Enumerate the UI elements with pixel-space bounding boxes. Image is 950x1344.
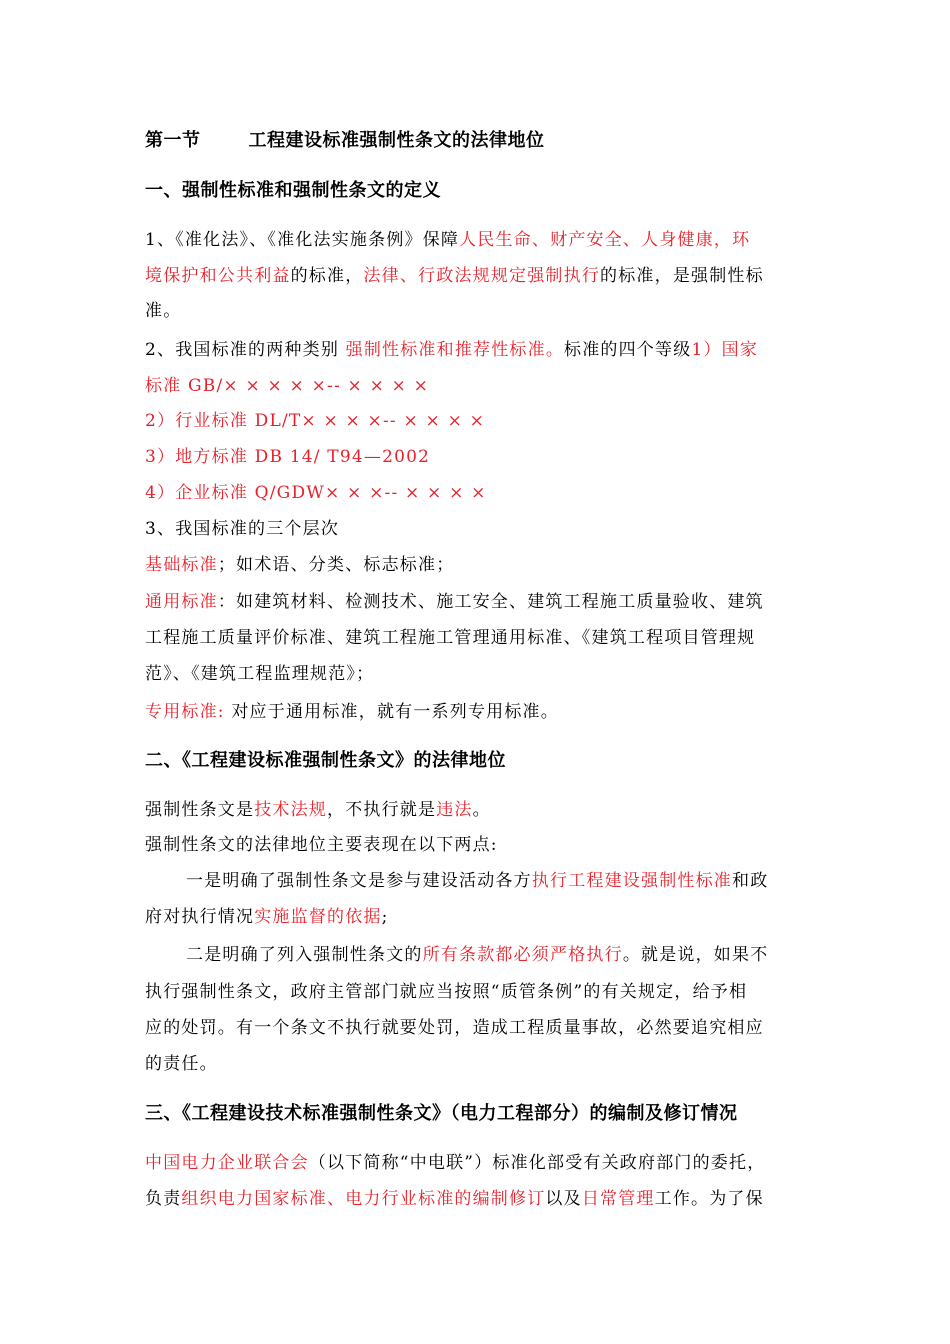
para-3: 3、我国标准的三个层次 — [145, 519, 340, 539]
heading-2: 二、《工程建设标准强制性条文》的法律地位 — [145, 750, 506, 771]
level-item: 4）企业标准 Q/GDW× × ×-- × × × × — [145, 483, 487, 503]
text: 和政 — [732, 871, 769, 891]
s2-point-2-line-3: 应的处罚。有一个条文不执行就要处罚，造成工程质量事故，必然要追究相应 — [145, 1018, 764, 1038]
general-standard-line-1 — [145, 587, 764, 612]
text: 的标准，是强制性标 — [600, 266, 764, 286]
text: 二是明确了列入强制性条文的 — [186, 945, 423, 965]
para-1-line-2 — [145, 261, 764, 286]
text: ，不执行就是 — [327, 800, 437, 820]
text: ；如术语、分类、标志标准； — [217, 555, 455, 575]
para-2-line-1 — [145, 335, 758, 360]
text: 府对执行情况 — [145, 907, 255, 927]
text: 标准的四个等级 — [564, 340, 692, 360]
highlight-text: 强制性标准和推荐性标准。 — [345, 340, 565, 360]
text: 。 — [472, 800, 491, 820]
highlight-text: 所有条款都必须严格执行 — [422, 945, 623, 965]
text: 负责 — [145, 1189, 182, 1209]
text: 以及 — [545, 1189, 582, 1209]
text: 强制性条文是 — [145, 800, 255, 820]
text: （以下简称“中电联”）标准化部受有关政府部门的委托， — [308, 1153, 766, 1173]
highlight-text: 境保护和公共利益 — [145, 266, 291, 286]
general-standard-line-2: 工程施工质量评价标准、建筑工程施工管理通用标准、《建筑工程项目管理规 — [145, 628, 756, 648]
highlight-text: 专用标准: — [145, 702, 225, 722]
text: ; — [381, 907, 389, 927]
highlight-text: 技术法规 — [254, 800, 328, 820]
para-1-line-1 — [145, 225, 750, 250]
s2-line-2: 强制性条文的法律地位主要表现在以下两点: — [145, 835, 498, 855]
highlight-text: 日常管理 — [581, 1189, 655, 1209]
s2-line-1 — [145, 795, 491, 820]
text: 的标准， — [290, 266, 364, 286]
text: 1、《准化法》、《准化法实施条例》保障 — [145, 230, 460, 250]
s3-line-2 — [145, 1184, 764, 1209]
s2-point-2-line-4: 的责任。 — [145, 1054, 218, 1074]
highlight-text: 人民生命、财产安全、人身健康，环 — [459, 230, 751, 250]
s2-point-2-line-1 — [186, 940, 768, 965]
highlight-text: 1）国家 — [691, 340, 759, 360]
s3-line-1 — [145, 1148, 765, 1173]
level-item: 2）行业标准 DL/T× × × ×-- × × × × — [145, 411, 486, 431]
base-standard — [145, 550, 454, 575]
highlight-text: 通用标准 — [145, 592, 218, 612]
s2-point-2-line-2: 执行强制性条文，政府主管部门就应当按照“质管条例”的有关规定，给予相 — [145, 982, 748, 1002]
text: 。就是说，如果不 — [622, 945, 769, 965]
highlight-text: 中国电力企业联合会 — [145, 1153, 309, 1173]
s2-point-1-line-2 — [145, 902, 389, 927]
s2-point-1-line-1 — [186, 866, 768, 891]
para-2-line-2: 标准 GB/× × × × ×-- × × × × — [145, 376, 430, 396]
text: 对应于通用标准，就有一系列专用标准。 — [224, 702, 559, 722]
section-number: 第一节 — [145, 130, 201, 151]
heading-3: 三、《工程建设技术标准强制性条文》（电力工程部分）的编制及修订情况 — [145, 1103, 738, 1124]
general-standard-line-3: 范》、《建筑工程监理规范》； — [145, 664, 375, 684]
section-title: 工程建设标准强制性条文的法律地位 — [248, 130, 545, 151]
highlight-text: 组织电力国家标准、电力行业标准的编制修订 — [181, 1189, 546, 1209]
highlight-text: 基础标准 — [145, 555, 218, 575]
heading-1: 一、强制性标准和强制性条文的定义 — [145, 180, 441, 201]
highlight-text: 违法 — [436, 800, 473, 820]
highlight-text: 法律、行政法规规定强制执行 — [363, 266, 601, 286]
para-1-line-3: 准。 — [145, 301, 182, 321]
text: ：如建筑材料、检测技术、施工安全、建筑工程施工质量验收、建筑 — [217, 592, 764, 612]
highlight-text: 执行工程建设强制性标准 — [531, 871, 733, 891]
highlight-text: 实施监督的依据 — [254, 907, 382, 927]
level-item: 3）地方标准 DB 14/ T94—2002 — [145, 447, 431, 467]
special-standard — [145, 697, 559, 722]
text: 一是明确了强制性条文是参与建设活动各方 — [186, 871, 532, 891]
section-heading — [145, 126, 545, 152]
text: 2、我国标准的两种类别 — [145, 340, 346, 360]
text: 工作。为了保 — [654, 1189, 764, 1209]
